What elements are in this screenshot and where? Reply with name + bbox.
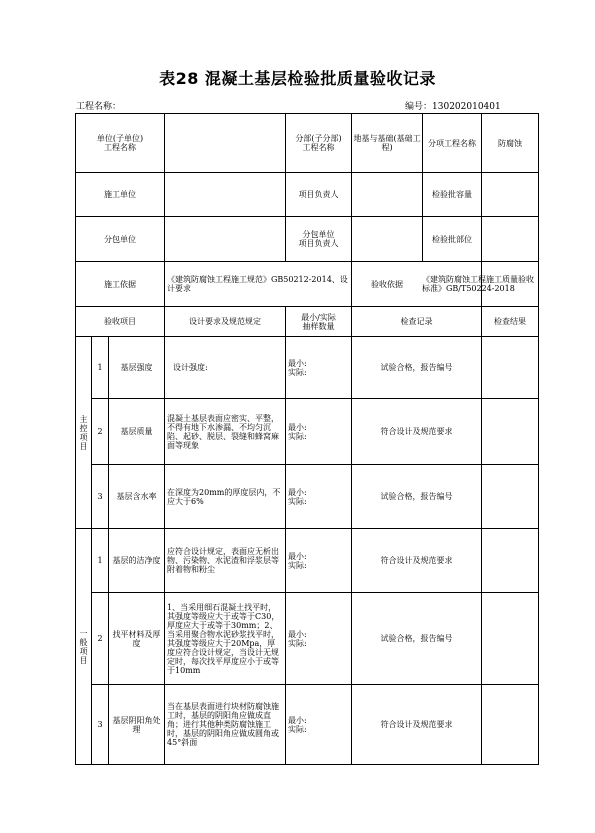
row-number: 1 — [92, 337, 109, 399]
part-label: 检验批部位 — [432, 234, 473, 244]
sample-actual: 实际: — [288, 431, 307, 441]
sample-actual: 实际: — [288, 560, 307, 570]
sample-actual: 实际: — [288, 724, 307, 734]
sample-count[interactable] — [286, 593, 352, 685]
general-group-label — [76, 529, 92, 765]
table-row — [76, 593, 539, 685]
general-group-text: 一般项目 — [79, 628, 88, 665]
project-lead-label: 项目负责人 — [286, 173, 352, 217]
row-number: 3 — [92, 465, 109, 529]
unit-name-value[interactable] — [165, 114, 286, 173]
sample-count[interactable] — [286, 529, 352, 593]
requirement-text: 混凝土基层表面应密实、平整，不得有地下水渗漏、不均匀沉陷、起砂、脱层、裂缝和蜂窝麻面等现象 — [165, 399, 286, 465]
item-name: 基层的洁净度 — [109, 529, 165, 593]
subcontract-unit-label: 分包单位 — [76, 217, 165, 262]
sample-min: 最小: — [288, 551, 307, 561]
col-record-header: 检查记录 — [352, 307, 482, 337]
sample-actual: 实际: — [288, 367, 307, 377]
requirement-text: 设计强度: — [165, 337, 286, 399]
check-result[interactable] — [482, 685, 539, 765]
item-name-label: 分项工程名称 — [428, 138, 477, 148]
sample-actual: 实际: — [288, 496, 307, 506]
requirement-text: 在深度为20mm的厚度层内，不应大于6% — [165, 465, 286, 529]
construction-unit-value[interactable] — [165, 173, 286, 217]
check-record: 符合设计及规范要求 — [352, 529, 482, 593]
check-result[interactable] — [482, 465, 539, 529]
item-name: 基层强度 — [109, 337, 165, 399]
basis-value: 《建筑防腐蚀工程施工规范》GB50212-2014、设计要求 — [165, 262, 352, 307]
number-label: 编号： — [405, 102, 433, 112]
item-name-value: 防腐蚀 — [482, 114, 539, 173]
check-record: 试验合格，报告编号 — [352, 337, 482, 399]
col-sample-header: 最小/实际 抽样数量 — [286, 307, 352, 337]
table-row — [76, 685, 539, 765]
project-name-label: 工程名称： — [76, 102, 122, 112]
item-name: 基层含水率 — [109, 465, 165, 529]
unit-name-label: 单位(子单位) 工程名称 — [76, 114, 165, 173]
sample-count[interactable] — [286, 465, 352, 529]
col-result-header: 检查结果 — [482, 307, 539, 337]
col-item-header: 验收项目 — [76, 307, 165, 337]
page-title: 表28 混凝土基层检验批质量验收记录 — [159, 69, 436, 88]
requirement-text: 当在基层表面进行块材防腐蚀施工时，基层的阴阳角应做成直角；进行其他种类防腐蚀施工时，基层的阴阳角应做成圆角或45°斜面 — [165, 685, 286, 765]
item-name: 找平材料及厚度 — [109, 593, 165, 685]
requirement-text: 1、当采用细石混凝土找平时，其强度等级应大于或等于C30，厚度应大于或等于30mm；2、当采用聚合物水泥砂浆找平时，其强度等级应大于20Mpa，厚度应符合设计规定，当设计无规定时，每次找平厚度应小于或等于10mm — [165, 593, 286, 685]
sample-min: 最小: — [288, 715, 307, 725]
part-value[interactable] — [482, 217, 539, 262]
check-result[interactable] — [482, 399, 539, 465]
project-lead-value[interactable] — [352, 173, 423, 216]
item-name: 基层阴阳角处理 — [109, 685, 165, 765]
check-result[interactable] — [482, 529, 539, 593]
row-number: 2 — [92, 593, 109, 685]
check-record: 符合设计及规范要求 — [352, 685, 482, 765]
sample-count[interactable] — [286, 337, 352, 399]
check-record: 符合设计及规范要求 — [352, 399, 482, 465]
basis-label: 施工依据 — [76, 262, 165, 307]
main-group-text: 主控项目 — [79, 414, 88, 451]
sample-min: 最小: — [288, 629, 307, 639]
sub-project-lead-value[interactable] — [352, 217, 423, 261]
construction-unit-label: 施工单位 — [76, 173, 165, 217]
acceptance-basis-label: 验收依据 — [371, 279, 404, 289]
subunit-name-value: 地基与基础(基础工程) — [352, 114, 423, 172]
col-requirement-header: 设计要求及规范规定 — [165, 307, 286, 337]
row-number: 1 — [92, 529, 109, 593]
check-record: 试验合格，报告编号 — [352, 465, 482, 529]
form-number — [405, 99, 501, 112]
table-row — [76, 337, 539, 399]
acceptance-record-table — [75, 113, 539, 765]
acceptance-basis-value: 《建筑防腐蚀工程施工质量验收标准》GB/T50224-2018 — [422, 275, 535, 293]
number-value: 130202010401 — [432, 102, 501, 112]
sub-project-lead-label: 分包单位 项目负责人 — [286, 217, 352, 262]
capacity-label: 检验批容量 — [432, 190, 473, 199]
table-row — [76, 465, 539, 529]
capacity-value[interactable] — [482, 173, 539, 217]
sample-min: 最小: — [288, 422, 307, 432]
sample-min: 最小: — [288, 358, 307, 368]
check-record: 试验合格，报告编号 — [352, 593, 482, 685]
item-name: 基层质量 — [109, 399, 165, 465]
subunit-name-label: 分部(子分部) 工程名称 — [286, 114, 352, 173]
sample-count[interactable] — [286, 685, 352, 765]
check-result[interactable] — [482, 337, 539, 399]
main-group-label — [76, 337, 92, 529]
sample-min: 最小: — [288, 487, 307, 497]
sample-count[interactable] — [286, 399, 352, 465]
requirement-text: 应符合设计规定，表面应无析出物、污染物、水泥渣和浮浆层等附着物和粉尘 — [165, 529, 286, 593]
sample-actual: 实际: — [288, 638, 307, 648]
row-number: 2 — [92, 399, 109, 465]
table-row — [76, 529, 539, 593]
subcontract-unit-value[interactable] — [165, 217, 286, 262]
check-result[interactable] — [482, 593, 539, 685]
row-number: 3 — [92, 685, 109, 765]
table-row — [76, 399, 539, 465]
